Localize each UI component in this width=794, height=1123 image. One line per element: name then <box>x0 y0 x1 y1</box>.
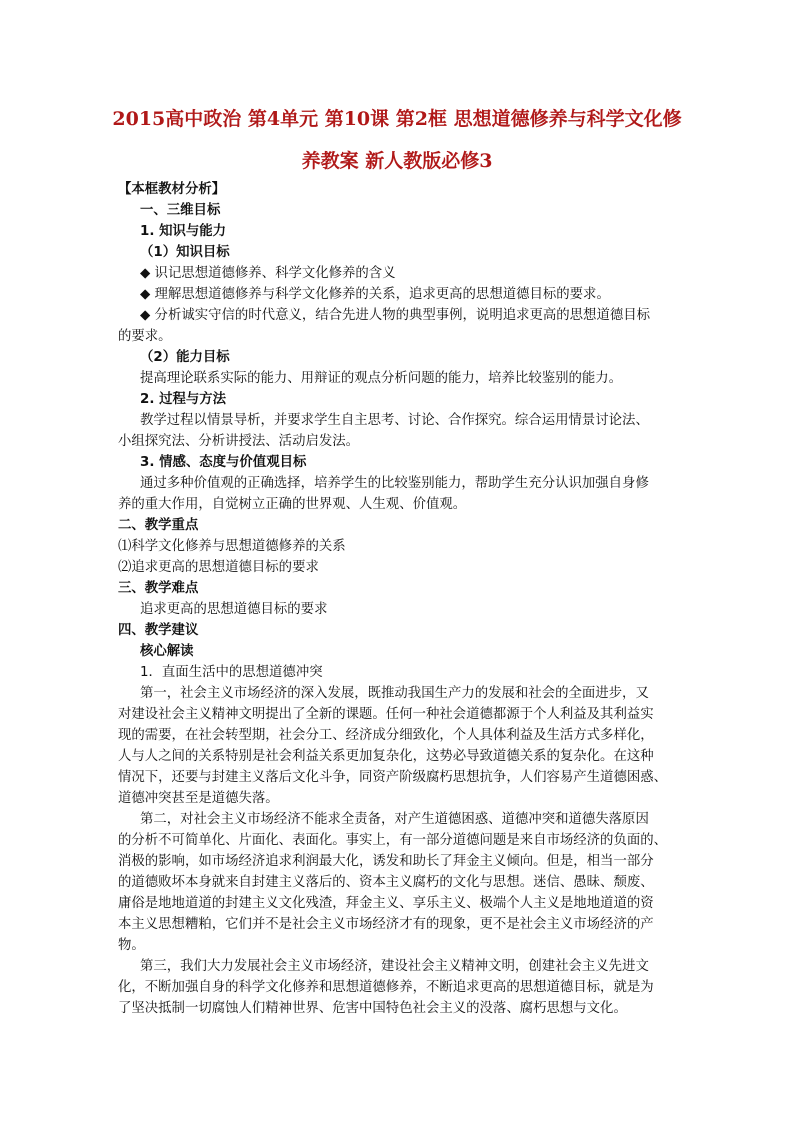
subsection-heading: 1. 知识与能力 <box>140 224 227 239</box>
paragraph-line: 人与人之间的关系特别是社会利益关系更加复杂化，这势必导致道德关系的复杂化。在这种 <box>118 749 654 764</box>
bullet-item: ◆ 识记思想道德修养、科学文化修养的含义 <box>140 266 396 281</box>
paragraph-line: 追求更高的思想道德目标的要求 <box>140 602 328 617</box>
paragraph-line: 庸俗是地地道道的封建主义文化残渣，拜金主义、享乐主义、极端个人主义是地地道道的资 <box>118 896 654 911</box>
paragraph-line: 物。 <box>118 938 145 953</box>
paragraph-line: 化，不断加强自身的科学文化修养和思想道德修养，不断追求更高的思想道德目标，就是为 <box>118 980 654 995</box>
section-heading: 二、教学重点 <box>118 518 199 533</box>
paragraph-line: 教学过程以情景导析，并要求学生自主思考、讨论、合作探究。综合运用情景讨论法、 <box>140 413 649 428</box>
paragraph-line: 提高理论联系实际的能力、用辩证的观点分析问题的能力，培养比较鉴别的能力。 <box>140 371 623 386</box>
paragraph-line: 通过多种价值观的正确选择，培养学生的比较鉴别能力，帮助学生充分认识加强自身修 <box>140 476 649 491</box>
list-item: ⑵追求更高的思想道德目标的要求 <box>118 560 319 575</box>
list-item: ⑴科学文化修养与思想道德修养的关系 <box>118 539 346 554</box>
paragraph-line: 道德冲突甚至是道德失落。 <box>118 791 279 806</box>
paragraph-line: 的道德败坏本身就来自封建主义落后的、资本主义腐朽的文化与思想。迷信、愚昧、颓废、 <box>118 875 654 890</box>
section-heading: 【本框教材分析】 <box>118 182 226 197</box>
paragraph-line: 1．直面生活中的思想道德冲突 <box>140 665 323 680</box>
paragraph-line: 情况下，还要与封建主义落后文化斗争，同资产阶级腐朽思想抗争，人们容易产生道德困惑、 <box>118 770 668 785</box>
subsection-heading: 2. 过程与方法 <box>140 392 227 407</box>
section-heading: 四、教学建议 <box>118 623 199 638</box>
subsection-heading: （1）知识目标 <box>140 245 230 260</box>
subsection-heading: （2）能力目标 <box>140 350 230 365</box>
paragraph-line: 第三，我们大力发展社会主义市场经济，建设社会主义精神文明，创建社会主义先进文 <box>140 959 649 974</box>
subsection-heading: 3. 情感、态度与价值观目标 <box>140 455 307 470</box>
paragraph-line: 本主义思想糟粕，它们并不是社会主义市场经济才有的现象，更不是社会主义市场经济的产 <box>118 917 654 932</box>
subsection-heading: 一、三维目标 <box>140 203 221 218</box>
section-heading: 三、教学难点 <box>118 581 199 596</box>
bullet-item: ◆ 分析诚实守信的时代意义，结合先进人物的典型事例，说明追求更高的思想道德目标 <box>140 308 651 323</box>
paragraph-line: 现的需要，在社会转型期，社会分工、经济成分细致化，个人具体利益及生活方式多样化， <box>118 728 654 743</box>
bullet-item: ◆ 理解思想道德修养与科学文化修养的关系，追求更高的思想道德目标的要求。 <box>140 287 610 302</box>
paragraph-line: 对建设社会主义精神文明提出了全新的课题。任何一种社会道德都源于个人利益及其利益实 <box>118 707 654 722</box>
paragraph-line: 小组探究法、分析讲授法、活动启发法。 <box>118 434 360 449</box>
document-title-line-2: 养教案 新人教版必修3 <box>301 150 493 172</box>
paragraph-line: 第二，对社会主义市场经济不能求全责备，对产生道德困惑、道德冲突和道德失落原因 <box>140 812 649 827</box>
paragraph-line: 了坚决抵制一切腐蚀人们精神世界、危害中国特色社会主义的没落、腐朽思想与文化。 <box>118 1001 627 1016</box>
paragraph-line: 消极的影响，如市场经济追求利润最大化，诱发和助长了拜金主义倾向。但是，相当一部分 <box>118 854 654 869</box>
subsection-heading: 核心解读 <box>140 644 194 659</box>
paragraph-line: 第一，社会主义市场经济的深入发展，既推动我国生产力的发展和社会的全面进步，又 <box>140 686 649 701</box>
paragraph-line: 的分析不可简单化、片面化、表面化。事实上，有一部分道德问题是来自市场经济的负面的、 <box>118 833 668 848</box>
paragraph-line: 的要求。 <box>118 329 172 344</box>
document-title-line-1: 2015高中政治 第4单元 第10课 第2框 思想道德修养与科学文化修 <box>112 108 682 130</box>
paragraph-line: 养的重大作用，自觉树立正确的世界观、人生观、价值观。 <box>118 497 467 512</box>
